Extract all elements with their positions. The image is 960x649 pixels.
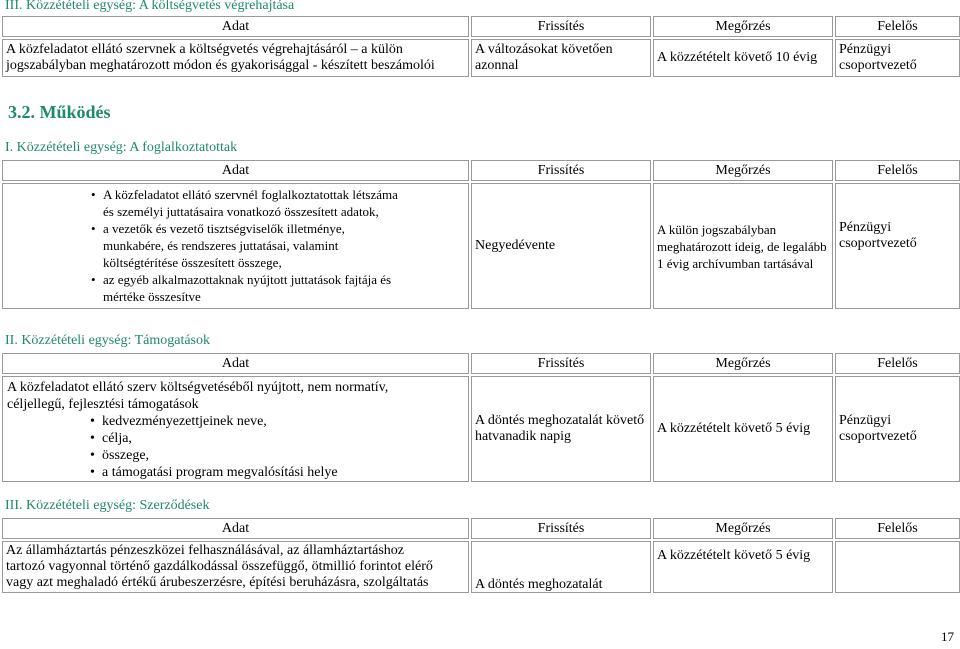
heading-mukodes: 3.2. Működés [8,102,111,122]
table-row [2,376,960,482]
page-number: 17 [941,629,954,644]
table-header-row [2,353,960,374]
list-item: • célja, [102,430,418,447]
employees-list [81,186,398,305]
cell-felelos: Pénzügyi csoportvezető [835,39,960,77]
contracts-text: Az államháztartás pénzeszközei felhasználásával, az államháztartáshoz tartozó vagyonnal történő gazdálkodással összefüggő, ötmillió forintot elérő vagy azt meghaladó értékű árubeszerzésre, építési beruházásra, szolgáltatás [6,543,433,590]
list-item: • az egyéb alkalmazottaknak nyújtott juttatások fajtája és mértéke összesítve [103,271,398,305]
col-felelos: Felelős [835,353,960,374]
cell-adat: A közfeladatot ellátó szervnek a költségvetés végrehajtásáról – a külön jogszabályban meghatározott módon és gyakorisággal - készített beszámolói [2,39,469,77]
list-item: • összege, [102,447,418,464]
cell-adat [2,376,469,482]
cell-felelos: Pénzügyi csoportvezető [835,376,960,482]
cell-felelos: Pénzügyi csoportvezető [835,183,960,309]
col-megorzes: Megőrzés [653,518,833,539]
col-adat: Adat [2,160,469,181]
section-title-budget: III. Közzétételi egység: A költségvetés végrehajtása [5,0,295,13]
col-megorzes: Megőrzés [653,160,833,181]
col-frissites: Frissítés [471,160,651,181]
section-title-grants: II. Közzétételi egység: Támogatások [5,333,210,348]
employees-table [0,158,960,311]
table-row [2,183,960,309]
list-item: • a vezetők és vezető tisztségviselők illetménye, munkabére, és rendszeres juttatásai, valamint költségtérítése összesített összege, [103,220,398,271]
section-title-contracts: III. Közzétételi egység: Szerződések [5,498,210,513]
col-adat: Adat [2,16,469,37]
col-megorzes: Megőrzés [653,353,833,374]
section-title-employees: I. Közzétételi egység: A foglalkoztatottak [5,140,238,155]
grants-intro: A közfeladatot ellátó szerv költségvetéséből nyújtott, nem normatív, céljellegű, fejlesztési támogatások [7,380,389,412]
contracts-table [0,516,960,595]
col-felelos: Felelős [835,160,960,181]
cell-megorzes: A közzétételt követő 5 évig [653,376,833,482]
cell-frissites: A változásokat követően azonnal [471,39,651,77]
col-frissites: Frissítés [471,353,651,374]
cell-frissites: A döntés meghozatalát követő hatvanadik napig [471,376,651,482]
col-adat: Adat [2,353,469,374]
grants-list [7,413,418,479]
grants-table [0,351,960,484]
col-frissites: Frissítés [471,16,651,37]
col-felelos: Felelős [835,518,960,539]
table-header-row [2,16,960,37]
col-adat: Adat [2,518,469,539]
table-header-row [2,518,960,539]
cell-megorzes: A külön jogszabályban meghatározott ideig, de legalább 1 évig archívumban tartásával [653,183,833,309]
cell-frissites [471,541,651,593]
table-row [2,541,960,593]
contracts-frissites: A döntés meghozatalát [475,577,603,591]
list-item: • kedvezményezettjeinek neve, [102,413,418,430]
col-megorzes: Megőrzés [653,16,833,37]
col-frissites: Frissítés [471,518,651,539]
table-row [2,39,960,77]
cell-megorzes: A közzétételt követő 10 évig [653,39,833,77]
cell-frissites: Negyedévente [471,183,651,309]
budget-table [0,14,960,79]
cell-megorzes: A közzétételt követő 5 évig [653,541,833,593]
cell-adat [2,183,469,309]
list-item: • a támogatási program megvalósítási helye [102,464,418,479]
cell-adat [2,541,469,593]
table-header-row [2,160,960,181]
list-item: • A közfeladatot ellátó szervnél foglalkoztatottak létszáma és személyi juttatásaira vonatkozó összesített adatok, [103,186,398,220]
cell-felelos [835,541,960,593]
col-felelos: Felelős [835,16,960,37]
